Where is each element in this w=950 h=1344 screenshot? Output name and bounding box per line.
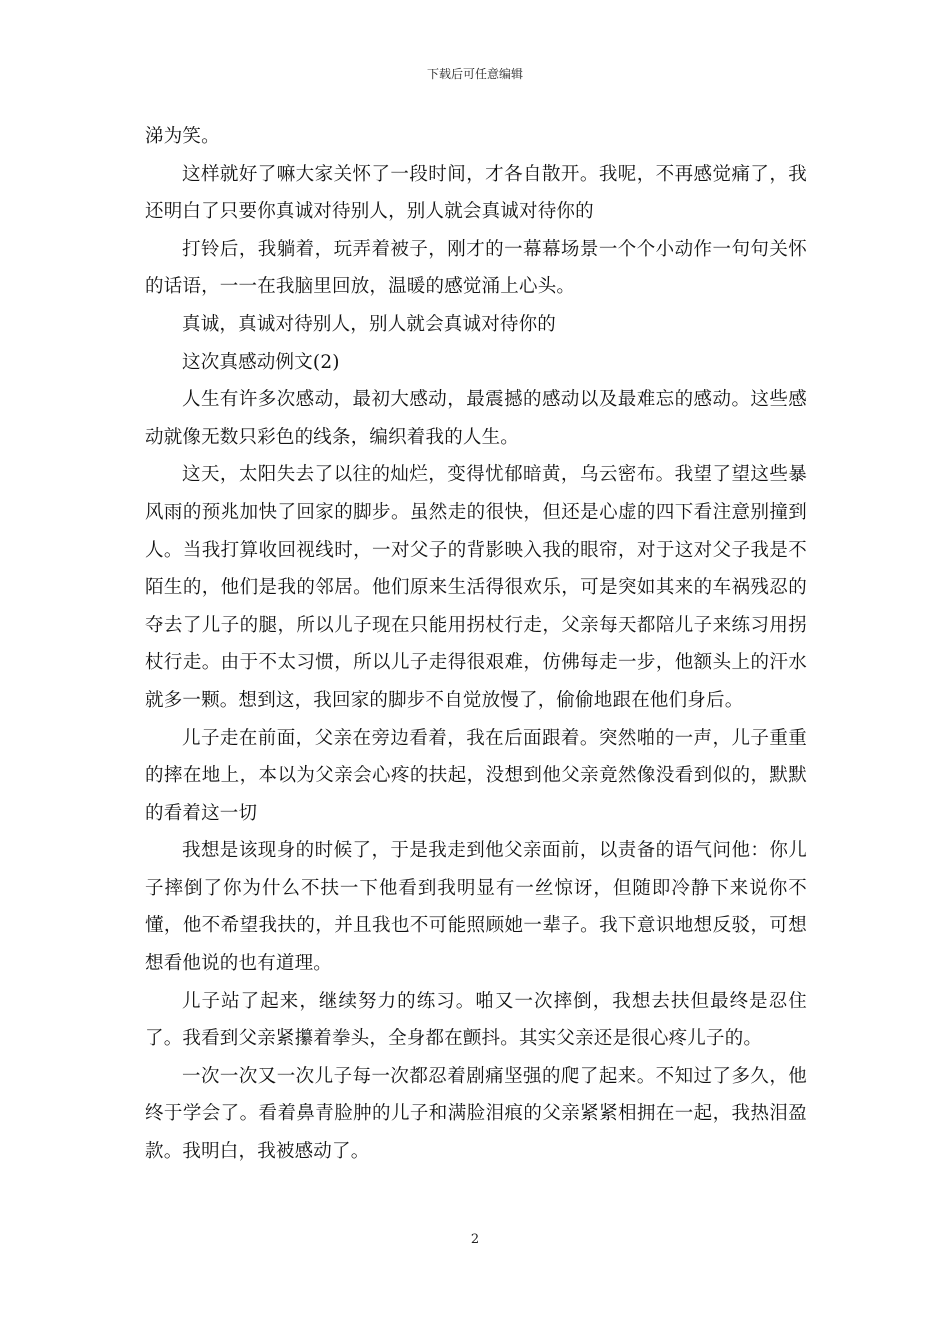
paragraph: 这天，太阳失去了以往的灿烂，变得忧郁暗黄，乌云密布。我望了望这些暴风雨的预兆加快了回家的脚步。虽然走的很快，但还是心虚的四下看注意别撞到人。当我打算收回视线时，一对父子的背影映入我的眼帘，对于这对父子我是不陌生的，他们是我的邻居。他们原来生活得很欢乐，可是突如其来的车祸残忍的夺去了儿子的腿，所以儿子现在只能用拐杖行走，父亲每天都陪儿子来练习用拐杖行走。由于不太习惯，所以儿子走得很艰难，仿佛每走一步，他额头上的汗水就多一颗。想到这，我回家的脚步不自觉放慢了，偷偷地跟在他们身后。 — [145, 464, 807, 711]
section-heading: 这次真感动例文(2) — [182, 351, 340, 373]
paragraph: 我想是该现身的时候了，于是我走到他父亲面前，以责备的语气问他：你儿子摔倒了你为什么不扶一下他看到我明显有一丝惊讶，但随即冷静下来说你不懂，他不希望我扶的，并且我也不可能照顾她一辈子。我下意识地想反驳，可想想看他说的也有道理。 — [145, 840, 807, 975]
page-number: 2 — [470, 1232, 480, 1247]
paragraph: 打铃后，我躺着，玩弄着被子，刚才的一幕幕场景一个个小动作一句句关怀的话语，一一在我脑里回放，温暖的感觉涌上心头。 — [145, 238, 807, 298]
paragraph: 一次一次又一次儿子每一次都忍着剧痛坚强的爬了起来。不知过了多久，他终于学会了。看着鼻青脸肿的儿子和满脸泪痕的父亲紧紧相拥在一起，我热泪盈款。我明白，我被感动了。 — [145, 1065, 807, 1163]
page-header: 下载后可任意编辑 — [426, 67, 523, 81]
paragraph: 这样就好了嘛大家关怀了一段时间，才各自散开。我呢，不再感觉痛了，我还明白了只要你真诚对待别人，别人就会真诚对待你的 — [145, 163, 807, 223]
paragraph: 涕为笑。 — [145, 126, 220, 147]
paragraph: 儿子走在前面，父亲在旁边看着，我在后面跟着。突然啪的一声，儿子重重的摔在地上，本以为父亲会心疼的扶起，没想到他父亲竟然像没看到似的，默默的看着这一切 — [145, 727, 807, 824]
paragraph: 人生有许多次感动，最初大感动，最震撼的感动以及最难忘的感动。这些感动就像无数只彩色的线条，编织着我的人生。 — [145, 389, 807, 448]
document-body — [145, 118, 807, 1171]
paragraph: 儿子站了起来，继续努力的练习。啪又一次摔倒，我想去扶但最终是忍住了。我看到父亲紧攥着拳头，全身都在颤抖。其实父亲还是很心疼儿子的。 — [145, 990, 807, 1050]
paragraph: 真诚，真诚对待别人，别人就会真诚对待你的 — [182, 313, 557, 335]
